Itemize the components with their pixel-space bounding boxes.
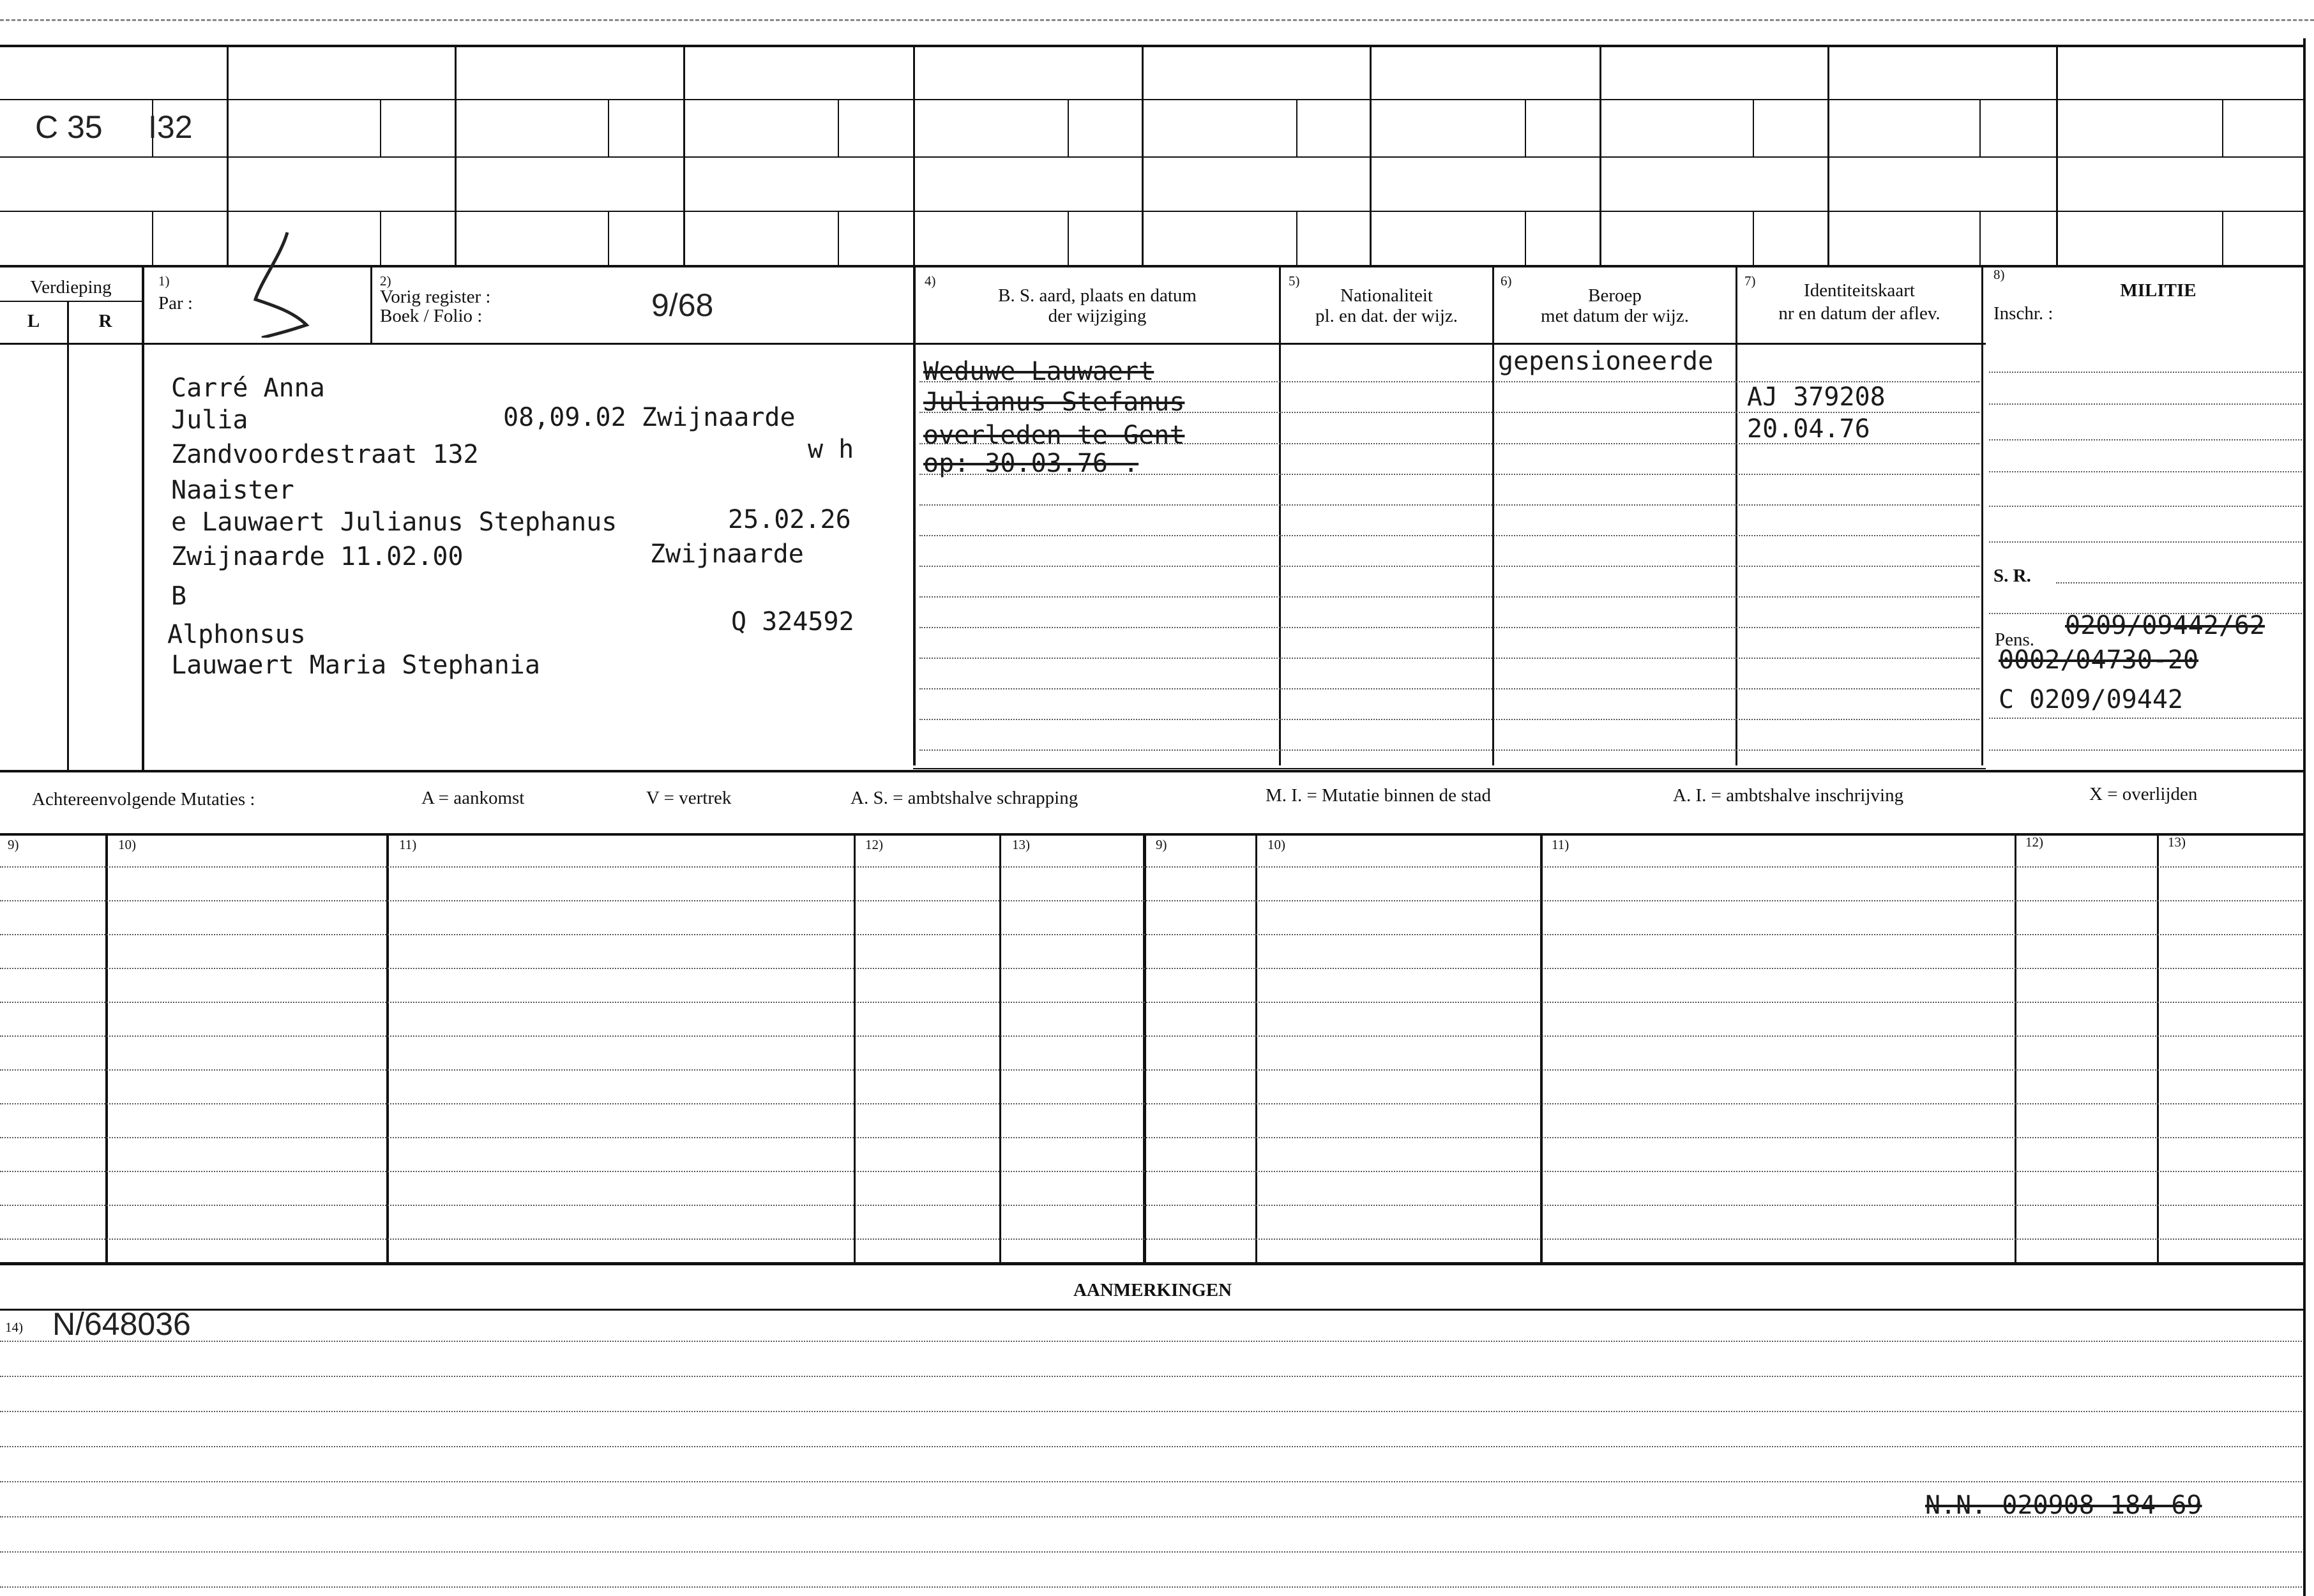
id-num: 7) [1744,273,1756,289]
mut-col-10-a: 10) [118,837,136,852]
person-line-9: Lauwaert Maria Stephania [171,651,540,680]
header-row [0,267,2305,347]
mut-col-11-a: 11) [399,837,417,852]
verdieping-label: Verdieping [30,277,112,297]
top-grid [0,0,2314,268]
beroep-label-1: Beroep [1588,285,1642,306]
legend-item-as: A. S. = ambtshalve schrapping [851,788,1078,808]
pens-label: Pens. [1995,629,2035,650]
mut-col-9-b: 9) [1156,837,1167,852]
nat-num: 5) [1289,273,1300,289]
legend-item-x: X = overlijden [2089,784,2198,804]
nn-number: N.N. 020908 184 69 [1925,1491,2202,1520]
par-mark [236,229,332,338]
file-code: C 35 [35,109,103,145]
spouse-birth: 25.02.26 [728,505,851,534]
file-number: I32 [148,109,193,145]
remarks-rule [0,1309,2305,1311]
remarks-value: N/648036 [52,1306,191,1342]
person-line-3: Zandvoordestraat 132 [171,440,479,469]
legend-item-ai: A. I. = ambtshalve inschrijving [1673,785,1904,806]
person-line-5: e Lauwaert Julianus Stephanus [171,508,617,537]
beroep-num: 6) [1501,273,1512,289]
bs-line-4: op: 30.03.76 . [923,449,1139,478]
par-label: Par : [158,293,193,313]
person-line-4: Naaister [171,476,294,505]
person-line-8: Alphonsus [167,620,306,649]
id-label-1: Identiteitskaart [1804,280,1915,301]
mut-col-12-b: 12) [2025,834,2043,850]
remarks-title: AANMERKINGEN [1073,1280,1232,1300]
person-sex: w h [808,435,854,464]
legend-title: Achtereenvolgende Mutaties : [32,789,255,809]
bs-label-2: der wijziging [1048,306,1147,326]
legend-item-mi: M. I. = Mutatie binnen de stad [1266,785,1492,806]
bs-line-1: Weduwe Lauwaert [923,357,1154,386]
id-label-2: nr en datum der aflev. [1778,303,1940,324]
mut-col-13-a: 13) [1012,837,1030,852]
legend-item-v: V = vertrek [646,788,732,808]
legend-item-a: A = aankomst [421,788,525,808]
mut-col-9-a: 9) [8,837,19,852]
beroep-value: gepensioneerde [1498,347,1714,376]
bs-line-2: Julianus Stefanus [923,388,1185,417]
id-card-date: 20.04.76 [1747,414,1870,444]
pens-line-3: C 0209/09442 [1999,685,2183,714]
bs-num: 4) [925,273,936,289]
pens-line-2: 0002/04730-20 [1999,645,2199,675]
spouse-place: Zwijnaarde [650,539,804,569]
verdieping-left: L [27,311,40,331]
militie-num: 8) [1993,267,2005,282]
boek-folio-value: 9/68 [651,287,714,323]
person-line-6: Zwijnaarde 11.02.00 [171,542,464,571]
bs-line-3: overleden te Gent [923,421,1185,450]
nat-label-1: Nationaliteit [1340,285,1433,306]
mut-col-12-a: 12) [865,837,883,852]
person-line-2: Julia [171,405,248,435]
id-card-number: AJ 379208 [1747,382,1886,412]
verdieping-right: R [98,311,112,331]
beroep-label-2: met datum der wijz. [1541,306,1689,326]
person-birth: 08,09.02 Zwijnaarde [503,403,796,432]
mut-col-10-b: 10) [1267,837,1285,852]
vorig-label: Vorig register : [380,287,491,307]
boek-label: Boek / Folio : [380,306,483,326]
remarks-num: 14) [5,1320,23,1335]
legend-top-rule [0,770,2305,772]
vorig-num: 2) [380,273,391,289]
bs-label-1: B. S. aard, plaats en datum [998,285,1197,306]
person-number: Q 324592 [731,607,854,636]
mutation-grid [0,833,2305,1267]
sr-label: S. R. [1993,566,2031,586]
person-line-1: Carré Anna [171,373,325,403]
par-num: 1) [158,273,170,289]
inschr-label: Inschr. : [1993,303,2053,324]
militie-label: MILITIE [2120,280,2197,301]
pens-line-1: 0209/09442/62 [2065,611,2265,640]
mut-col-11-b: 11) [1552,837,1569,852]
person-line-7: B [171,582,187,611]
mut-col-13-b: 13) [2168,834,2186,850]
nat-label-2: pl. en dat. der wijz. [1315,306,1458,326]
